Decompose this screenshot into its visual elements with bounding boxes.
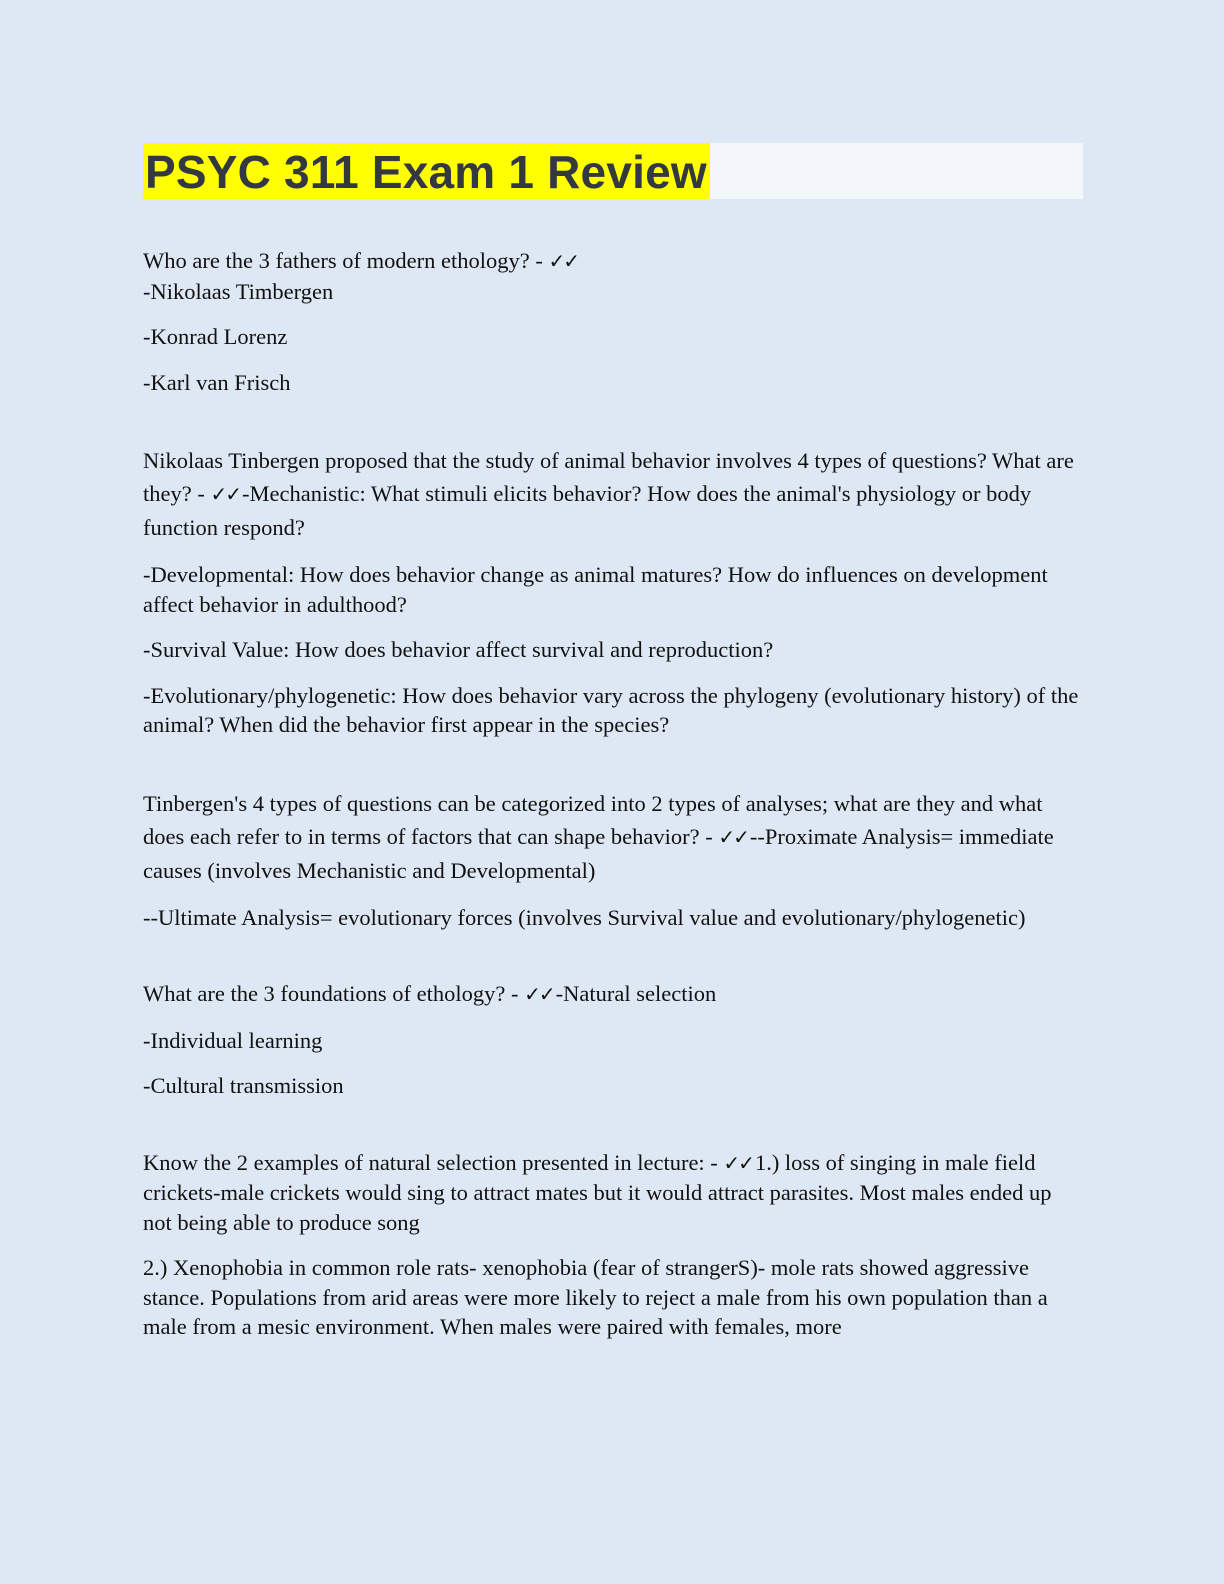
answer-line: -Nikolaas Timbergen — [143, 278, 334, 304]
answer-text: --Proximate Analysis= immediate causes (involves Mechanistic and Developmental) — [143, 823, 1054, 883]
answer-text: 1.) loss of singing in male field crickets-male crickets would sing to attract mates but it would attract parasites. Most males ended up not being able to produce song — [143, 1149, 1052, 1235]
title-banner — [143, 143, 1083, 199]
answer-line: --Ultimate Analysis= evolutionary forces (involves Survival value and evolutionary/phylogenetic) — [143, 904, 1026, 930]
page-title: PSYC 311 Exam 1 Review — [143, 143, 710, 199]
question-text — [143, 787, 1083, 887]
question-label: Nikolaas Tinbergen proposed that the study of animal behavior involves 4 types of questions? What are they? - — [143, 448, 1074, 506]
qa-item-analyses — [143, 787, 1083, 933]
answer-line: 2.) Xenophobia in common role rats- xenophobia (fear of strangerS)- mole rats showed aggressive stance. Populations from arid areas were more likely to reject a male from his own population than a male from a mesic environment. When males were paired with females, more — [143, 1255, 1048, 1339]
check-mark-icon: ✓✓ — [718, 824, 748, 849]
question-text — [143, 246, 1083, 277]
answer-line: -Evolutionary/phylogenetic: How does behavior vary across the phylogeny (evolutionary history) of the animal? When did the behavior first appear in the species? — [143, 682, 1079, 737]
document-body — [143, 246, 1083, 1389]
question-label: Who are the 3 fathers of modern ethology? - — [143, 248, 549, 273]
qa-item-tinbergen-questions — [143, 444, 1083, 740]
question-text — [143, 979, 1083, 1010]
qa-item-fathers — [143, 246, 1083, 397]
question-label: What are the 3 foundations of ethology? - — [143, 981, 525, 1006]
answer-line: -Karl van Frisch — [143, 369, 291, 395]
question-label: Know the 2 examples of natural selection presented in lecture: - — [143, 1149, 724, 1175]
qa-item-natural-selection-examples — [143, 1148, 1083, 1342]
qa-item-foundations — [143, 979, 1083, 1101]
check-mark-icon: ✓✓ — [524, 982, 554, 1006]
answer-text: -Natural selection — [555, 981, 717, 1006]
question-text — [143, 1148, 1083, 1238]
question-text — [143, 444, 1083, 544]
check-mark-icon: ✓✓ — [723, 1150, 753, 1175]
answer-line: -Cultural transmission — [143, 1073, 344, 1098]
check-mark-icon: ✓✓ — [210, 482, 240, 506]
answer-line: -Developmental: How does behavior change as animal matures? How do influences on development affect behavior in adulthood? — [143, 562, 1048, 617]
answer-line: -Survival Value: How does behavior affect survival and reproduction? — [143, 637, 774, 662]
answer-line: -Individual learning — [143, 1027, 323, 1053]
check-mark-icon: ✓✓ — [548, 249, 578, 273]
answer-line: -Konrad Lorenz — [143, 324, 288, 349]
question-label: Tinbergen's 4 types of questions can be categorized into 2 types of analyses; what are they and what does each refer to in terms of factors that can shape behavior? - — [143, 790, 1043, 849]
answer-text: -Mechanistic: What stimuli elicits behavior? How does the animal's physiology or body function respond? — [143, 481, 1032, 540]
